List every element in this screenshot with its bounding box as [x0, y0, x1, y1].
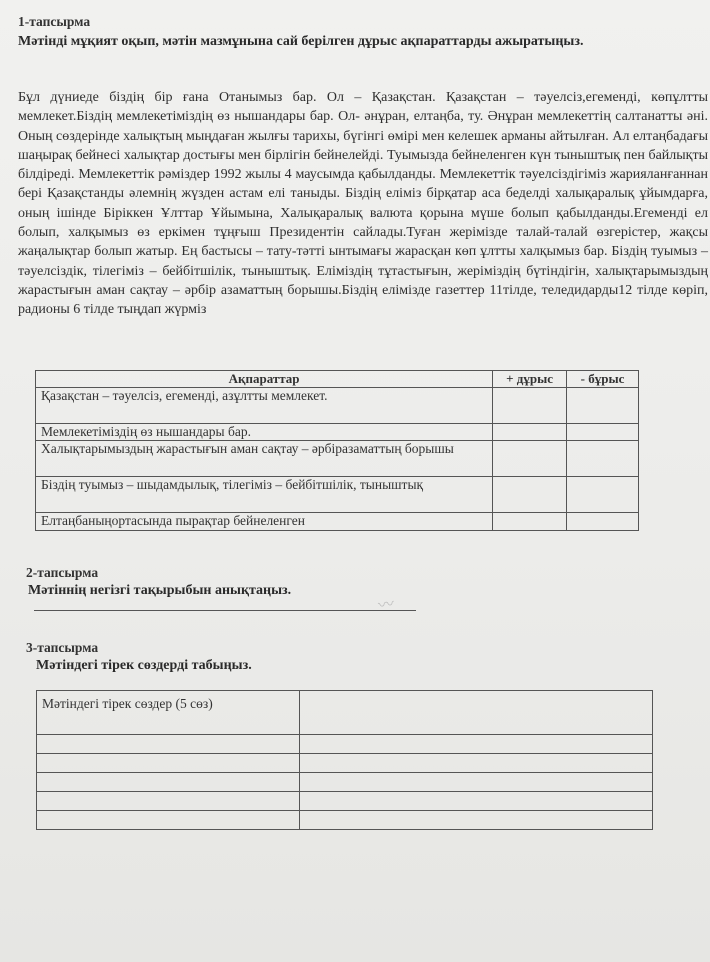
task2-title: 2-тапсырма — [26, 565, 99, 580]
info-table — [35, 370, 639, 531]
table-row — [36, 424, 639, 441]
table-row — [36, 441, 639, 477]
table-row — [37, 811, 653, 830]
table-row — [37, 773, 653, 792]
true-answer-cell[interactable] — [493, 388, 567, 424]
statement-cell: Елтаңбаныңортасында пырақтар бейнеленген — [36, 513, 493, 531]
info-table-header-row — [36, 371, 639, 388]
keyword-cell[interactable] — [37, 792, 300, 811]
table-row — [37, 754, 653, 773]
statement-cell: Қазақстан – тәуелсіз, егеменді, азұлтты мемлекет. — [36, 388, 493, 424]
task3-title: 3-тапсырма — [26, 640, 99, 655]
table-row — [37, 735, 653, 754]
keywords-header-cell: Мәтіндегі тірек сөздер (5 сөз) — [37, 691, 300, 735]
true-answer-cell[interactable] — [493, 513, 567, 531]
true-answer-cell[interactable] — [493, 477, 567, 513]
keyword-answer-cell[interactable] — [299, 691, 652, 735]
header-true: + дұрыс — [493, 371, 567, 388]
true-answer-cell[interactable] — [493, 424, 567, 441]
table-row — [36, 388, 639, 424]
keyword-answer-cell[interactable] — [299, 754, 652, 773]
keyword-answer-cell[interactable] — [299, 792, 652, 811]
keyword-cell[interactable] — [37, 773, 300, 792]
task3-instruction: Мәтіндегі тірек сөздерді табыңыз. — [36, 658, 252, 673]
table-row — [36, 477, 639, 513]
task1-instruction: Мәтінді мұқият оқып, мәтін мазмұнына сай берілген дұрыс ақпараттарды ажыратыңыз. — [18, 34, 584, 49]
false-answer-cell[interactable] — [567, 388, 639, 424]
false-answer-cell[interactable] — [567, 513, 639, 531]
pencil-scribble-icon: 〰 — [376, 593, 396, 616]
table-row — [37, 792, 653, 811]
false-answer-cell[interactable] — [567, 441, 639, 477]
true-answer-cell[interactable] — [493, 441, 567, 477]
keyword-cell[interactable] — [37, 735, 300, 754]
header-false: - бұрыс — [567, 371, 639, 388]
statement-cell: Біздің туымыз – шыдамдылық, тілегіміз – бейбітшілік, тыныштық — [36, 477, 493, 513]
false-answer-cell[interactable] — [567, 424, 639, 441]
keyword-answer-cell[interactable] — [299, 773, 652, 792]
task2-instruction: Мәтіннің негізгі тақырыбын анықтаңыз. — [28, 583, 292, 598]
table-row — [36, 513, 639, 531]
task1-title: 1-тапсырма — [18, 14, 91, 29]
keywords-header-row — [37, 691, 653, 735]
statement-cell: Мемлекетіміздің өз нышандары бар. — [36, 424, 493, 441]
statement-cell: Халықтарымыздың жарастығын аман сақтау – әрбіразаматтың борышы — [36, 441, 493, 477]
keyword-cell[interactable] — [37, 811, 300, 830]
keywords-table — [36, 690, 653, 830]
keyword-answer-cell[interactable] — [299, 735, 652, 754]
false-answer-cell[interactable] — [567, 477, 639, 513]
task2-answer-line[interactable] — [34, 610, 416, 611]
keyword-answer-cell[interactable] — [299, 811, 652, 830]
reading-passage: Бұл дүниеде біздің бір ғана Отанымыз бар. Ол – Қазақстан. Қазақстан – тәуелсіз,егеменді, көпұлтты мемлекет.Біздің мемлекетіміздің өз нышандары бар. Ол- әнұран, елтаңба, ту. Әнұран мемлекеттің салтанатты әні. Оның сөздерінде халықтың мыңдаған жылғы тарихы, бүгінгі өмірі мен келешек арманы айтылған. Ал елтаңбадағы шаңырақ бейнесі халықтар достығы мен бірлігін бейнелейді. Туымызда бейнеленген күн тыныштық пен байлықты білдіреді. Мемлекеттік рәміздер 1992 жылы 4 маусымда қабылданды. Мемлекеттік тәуелсіздігіміз жарияланғаннан бері Қазақстанды әлемнің жүзден астам елі таныды. Біздің еліміз бірқатар аса беделді халықаралық ұйымдарға, оның ішінде Біріккен Ұлттар Ұйымына, Халықаралық валюта қорына мүше болып қабылданды.Егеменді ел болып, халқымыз өз еркімен тұңғыш Президентін сайлады.Туған жерімізде талай-талай өзгерістер, жақсы жаңалықтар болып жатыр. Ең бастысы – тату-тәтті ынтымағы жарасқан көп ұлтты халқымыз бар. Біздің туымыз – тәуелсіздік, тілегіміз – бейбітшілік, тыныштық. Еліміздің тұтастығын, жеріміздің бүтіндігін, халықтарымыздың жарастығын аман сақтау – әрбір азаматтың борышы.Біздің елімізде газеттер 11тілде, теледидарды12 тілде көріп, радионы 6 тілде тыңдап жүрміз — [18, 90, 708, 318]
keyword-cell[interactable] — [37, 754, 300, 773]
header-info: Ақпараттар — [36, 371, 493, 388]
